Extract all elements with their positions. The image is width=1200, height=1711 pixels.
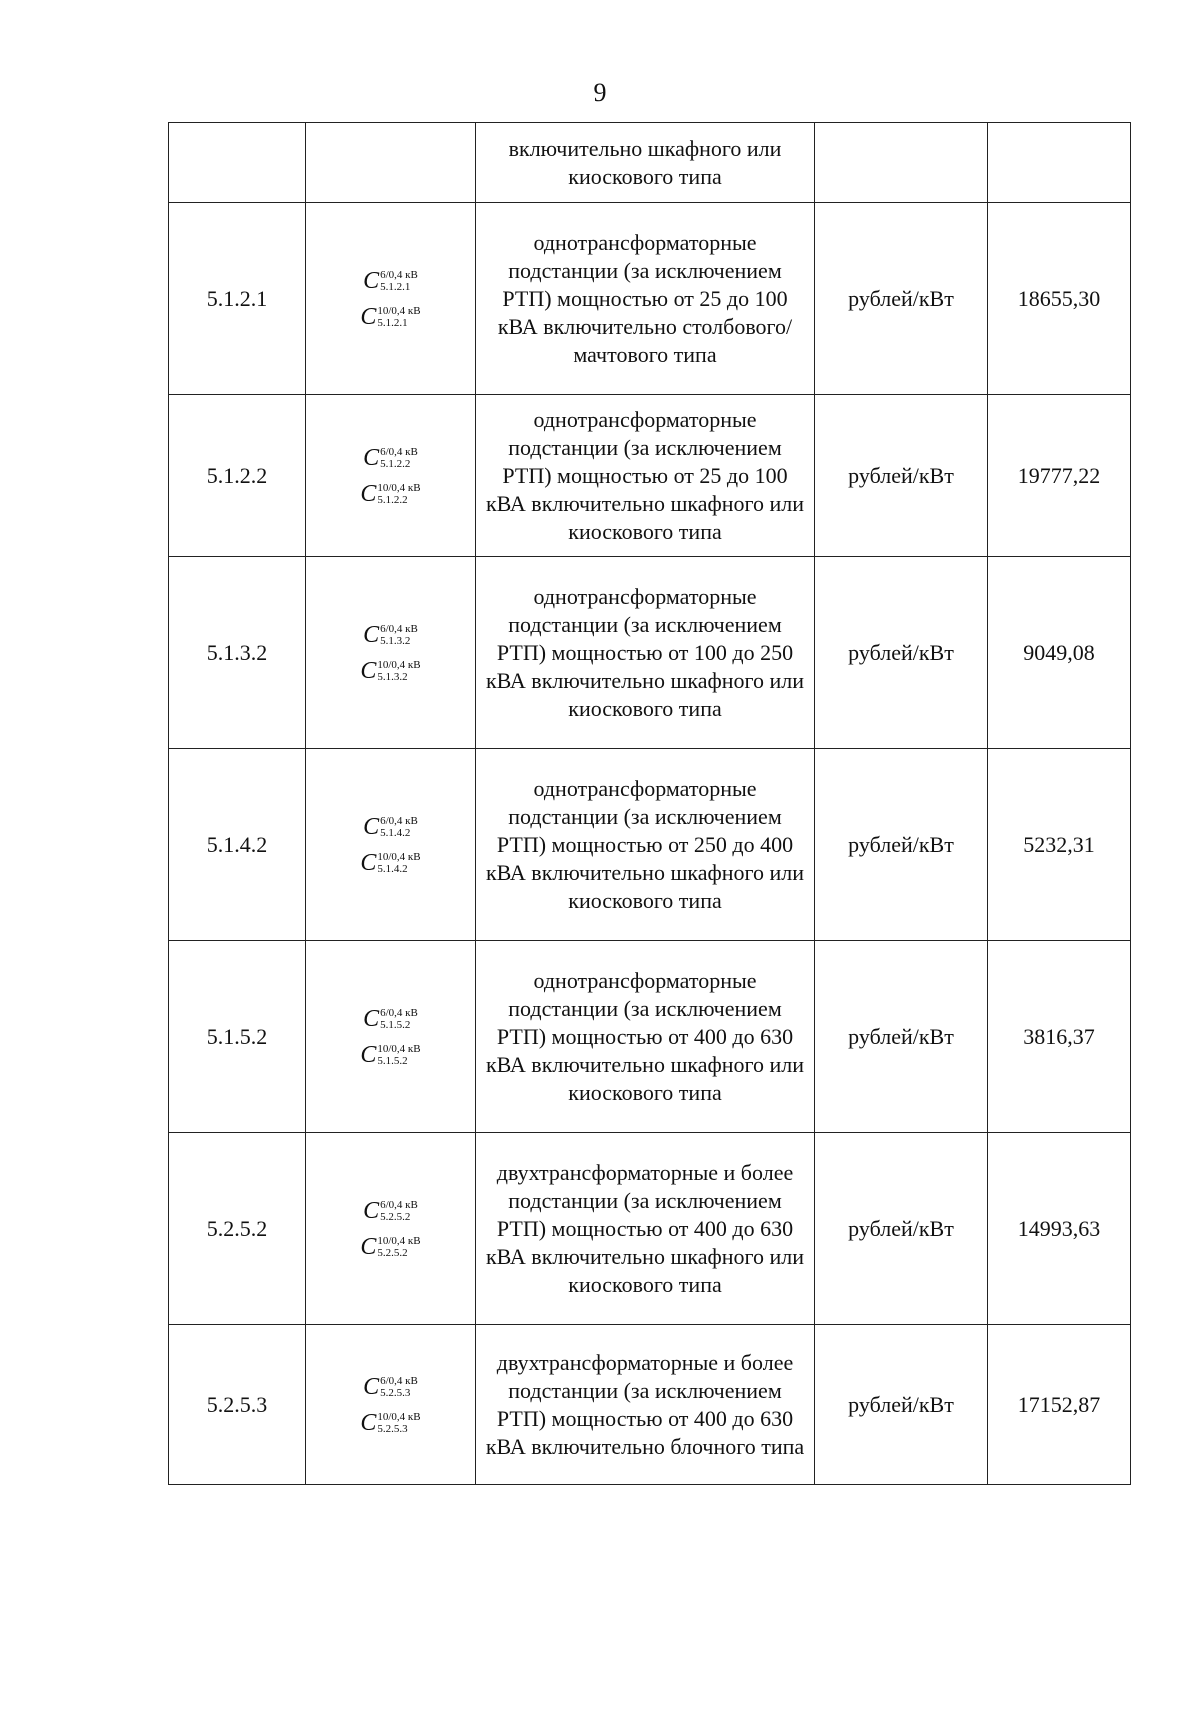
formula-cell bbox=[306, 203, 476, 395]
formula-subscript: 5.1.3.2 bbox=[380, 634, 411, 647]
table-row bbox=[169, 941, 1131, 1133]
formula-symbol: C bbox=[363, 1005, 380, 1032]
rate-formula bbox=[363, 813, 418, 841]
formula-symbol: C bbox=[360, 849, 377, 876]
formula-subscript: 5.1.2.2 bbox=[377, 493, 408, 506]
formula-symbol: C bbox=[363, 813, 380, 840]
formula-subscript: 5.2.5.3 bbox=[377, 1422, 408, 1435]
formula-subscript: 5.1.2.1 bbox=[380, 280, 411, 293]
value-cell: 19777,22 bbox=[988, 395, 1131, 557]
formula-scripts bbox=[377, 305, 420, 329]
value-cell: 17152,87 bbox=[988, 1325, 1131, 1485]
formula-scripts bbox=[380, 446, 418, 470]
formula-subscript: 5.1.2.2 bbox=[380, 457, 411, 470]
item-code-cell: 5.2.5.2 bbox=[169, 1133, 306, 1325]
description-cell: однотрансформаторные подстанции (за исключением РТП) мощностью от 100 до 250 кВА включительно шкафного или киоскового типа bbox=[476, 557, 815, 749]
description-cell: включительно шкафного или киоскового типа bbox=[476, 123, 815, 203]
formula-superscript: 10/0,4 кВ bbox=[377, 1410, 421, 1423]
rate-formula bbox=[360, 1041, 420, 1069]
formula-superscript: 6/0,4 кВ bbox=[380, 814, 418, 827]
formula-subscript: 5.2.5.2 bbox=[380, 1210, 411, 1223]
formula-symbol: C bbox=[360, 1409, 377, 1436]
formula-symbol: C bbox=[363, 444, 380, 471]
formula-subscript: 5.1.5.2 bbox=[380, 1018, 411, 1031]
formula-superscript: 10/0,4 кВ bbox=[377, 304, 421, 317]
formula-superscript: 10/0,4 кВ bbox=[377, 850, 421, 863]
formula-symbol: C bbox=[363, 621, 380, 648]
item-code-cell: 5.2.5.3 bbox=[169, 1325, 306, 1485]
table-row bbox=[169, 1133, 1131, 1325]
table-row bbox=[169, 557, 1131, 749]
formula-subscript: 5.1.5.2 bbox=[377, 1054, 408, 1067]
value-cell bbox=[988, 123, 1131, 203]
unit-cell: рублей/кВт bbox=[815, 557, 988, 749]
value-cell: 3816,37 bbox=[988, 941, 1131, 1133]
page-number: 9 bbox=[593, 78, 607, 107]
unit-cell: рублей/кВт bbox=[815, 203, 988, 395]
formula-scripts bbox=[377, 659, 420, 683]
description-cell: двухтрансформаторные и более подстанции (за исключением РТП) мощностью от 400 до 630 кВА включительно блочного типа bbox=[476, 1325, 815, 1485]
formula-block bbox=[312, 1193, 469, 1265]
rate-formula bbox=[363, 444, 418, 472]
table-row bbox=[169, 1325, 1131, 1485]
unit-cell: рублей/кВт bbox=[815, 941, 988, 1133]
formula-cell bbox=[306, 395, 476, 557]
value-cell: 5232,31 bbox=[988, 749, 1131, 941]
formula-superscript: 6/0,4 кВ bbox=[380, 445, 418, 458]
rate-formula bbox=[360, 480, 420, 508]
unit-cell: рублей/кВт bbox=[815, 1133, 988, 1325]
formula-subscript: 5.2.5.2 bbox=[377, 1246, 408, 1259]
rate-formula bbox=[363, 267, 418, 295]
formula-cell bbox=[306, 1133, 476, 1325]
rate-formula bbox=[363, 1005, 418, 1033]
formula-block bbox=[312, 1369, 469, 1441]
item-code-cell: 5.1.4.2 bbox=[169, 749, 306, 941]
rate-formula bbox=[363, 1373, 418, 1401]
formula-superscript: 10/0,4 кВ bbox=[377, 1234, 421, 1247]
description-cell: однотрансформаторные подстанции (за исключением РТП) мощностью от 250 до 400 кВА включительно шкафного или киоскового типа bbox=[476, 749, 815, 941]
value-cell: 14993,63 bbox=[988, 1133, 1131, 1325]
formula-subscript: 5.1.4.2 bbox=[377, 862, 408, 875]
item-code-cell: 5.1.3.2 bbox=[169, 557, 306, 749]
formula-superscript: 6/0,4 кВ bbox=[380, 268, 418, 281]
formula-scripts bbox=[380, 1375, 418, 1399]
formula-scripts bbox=[380, 1007, 418, 1031]
formula-superscript: 10/0,4 кВ bbox=[377, 481, 421, 494]
formula-symbol: C bbox=[360, 1041, 377, 1068]
formula-cell bbox=[306, 557, 476, 749]
item-code-cell: 5.1.2.2 bbox=[169, 395, 306, 557]
formula-symbol: C bbox=[363, 267, 380, 294]
table-row bbox=[169, 123, 1131, 203]
formula-symbol: C bbox=[363, 1373, 380, 1400]
value-cell: 18655,30 bbox=[988, 203, 1131, 395]
formula-scripts bbox=[377, 1235, 420, 1259]
rate-formula bbox=[360, 849, 420, 877]
formula-superscript: 10/0,4 кВ bbox=[377, 1042, 421, 1055]
rate-formula bbox=[360, 1409, 420, 1437]
formula-scripts bbox=[377, 482, 420, 506]
formula-block bbox=[312, 263, 469, 335]
table-row bbox=[169, 395, 1131, 557]
item-code-cell: 5.1.2.1 bbox=[169, 203, 306, 395]
formula-subscript: 5.1.3.2 bbox=[377, 670, 408, 683]
formula-superscript: 10/0,4 кВ bbox=[377, 658, 421, 671]
unit-cell: рублей/кВт bbox=[815, 395, 988, 557]
unit-cell: рублей/кВт bbox=[815, 1325, 988, 1485]
formula-cell bbox=[306, 1325, 476, 1485]
formula-block bbox=[312, 440, 469, 512]
formula-cell bbox=[306, 749, 476, 941]
description-cell: двухтрансформаторные и более подстанции (за исключением РТП) мощностью от 400 до 630 кВА включительно шкафного или киоскового типа bbox=[476, 1133, 815, 1325]
formula-symbol: C bbox=[360, 303, 377, 330]
formula-cell bbox=[306, 941, 476, 1133]
formula-superscript: 6/0,4 кВ bbox=[380, 1198, 418, 1211]
formula-scripts bbox=[377, 851, 420, 875]
formula-subscript: 5.1.4.2 bbox=[380, 826, 411, 839]
formula-subscript: 5.2.5.3 bbox=[380, 1386, 411, 1399]
table-row bbox=[169, 749, 1131, 941]
description-cell: однотрансформаторные подстанции (за исключением РТП) мощностью от 25 до 100 кВА включительно шкафного или киоскового типа bbox=[476, 395, 815, 557]
formula-block bbox=[312, 809, 469, 881]
formula-symbol: C bbox=[360, 657, 377, 684]
tariff-table bbox=[168, 122, 1131, 1485]
formula-subscript: 5.1.2.1 bbox=[377, 316, 408, 329]
formula-scripts bbox=[380, 815, 418, 839]
table-row bbox=[169, 203, 1131, 395]
formula-scripts bbox=[377, 1043, 420, 1067]
formula-scripts bbox=[377, 1411, 420, 1435]
rate-formula bbox=[360, 303, 420, 331]
item-code-cell bbox=[169, 123, 306, 203]
formula-symbol: C bbox=[360, 1233, 377, 1260]
value-cell: 9049,08 bbox=[988, 557, 1131, 749]
description-cell: однотрансформаторные подстанции (за исключением РТП) мощностью от 25 до 100 кВА включительно столбового/мачтового типа bbox=[476, 203, 815, 395]
unit-cell: рублей/кВт bbox=[815, 749, 988, 941]
formula-block bbox=[312, 1001, 469, 1073]
rate-formula bbox=[360, 1233, 420, 1261]
rate-formula bbox=[363, 621, 418, 649]
description-cell: однотрансформаторные подстанции (за исключением РТП) мощностью от 400 до 630 кВА включительно шкафного или киоскового типа bbox=[476, 941, 815, 1133]
formula-superscript: 6/0,4 кВ bbox=[380, 1374, 418, 1387]
item-code-cell: 5.1.5.2 bbox=[169, 941, 306, 1133]
rate-formula bbox=[360, 657, 420, 685]
formula-superscript: 6/0,4 кВ bbox=[380, 622, 418, 635]
formula-scripts bbox=[380, 623, 418, 647]
formula-cell bbox=[306, 123, 476, 203]
formula-symbol: C bbox=[363, 1197, 380, 1224]
formula-superscript: 6/0,4 кВ bbox=[380, 1006, 418, 1019]
unit-cell bbox=[815, 123, 988, 203]
rate-formula bbox=[363, 1197, 418, 1225]
formula-block bbox=[312, 617, 469, 689]
formula-symbol: C bbox=[360, 480, 377, 507]
formula-scripts bbox=[380, 1199, 418, 1223]
formula-scripts bbox=[380, 269, 418, 293]
